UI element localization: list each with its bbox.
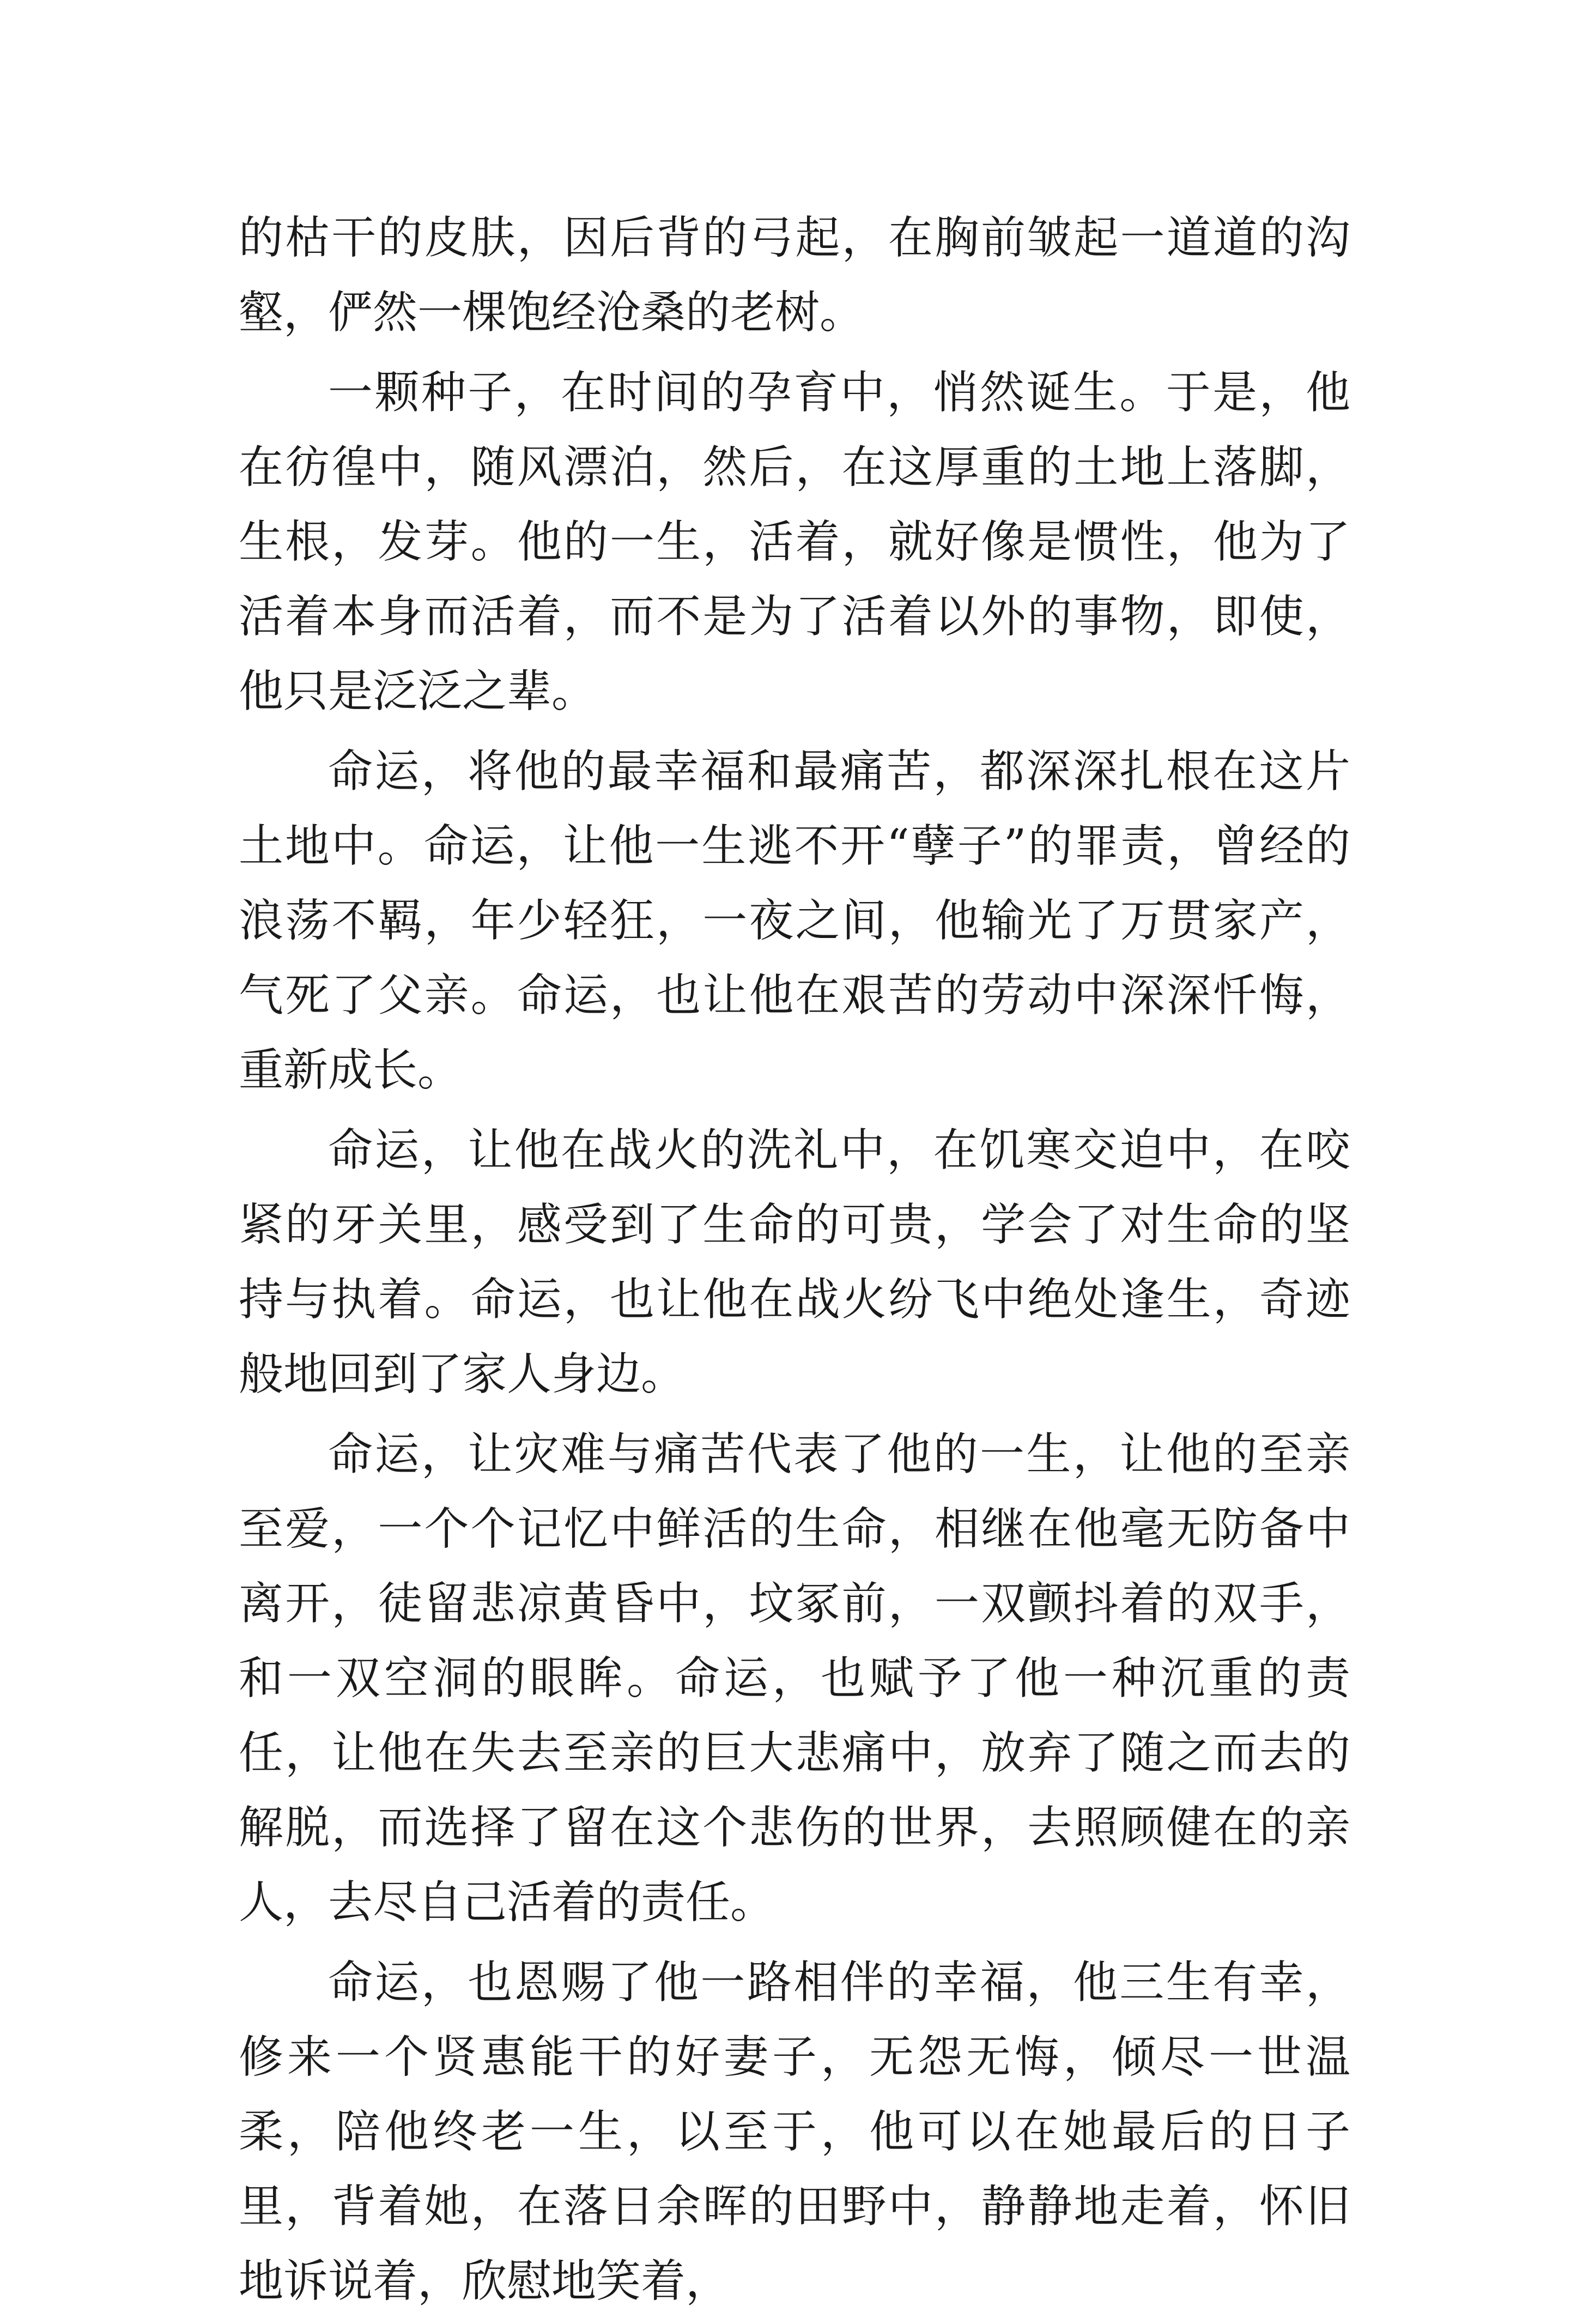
document-body — [239, 201, 1350, 2324]
paragraph-fate-suffering: 命运，让灾难与痛苦代表了他的一生，让他的至亲至爱，一个个记忆中鲜活的生命，相继在他毫无防备中离开，徒留悲凉黄昏中，坟冢前，一双颤抖着的双手，和一双空洞的眼眸。命运，也赋予了他一种沉重的责任，让他在失去至亲的巨大悲痛中，放弃了随之而去的解脱，而选择了留在这个悲伤的世界，去照顾健在的亲人，去尽自己活着的责任。 — [239, 1429, 1350, 1928]
paragraph-fate-happiness: 命运，也恩赐了他一路相伴的幸福，他三生有幸，修来一个贤惠能干的好妻子，无怨无悔，倾尽一世温柔，陪他终老一生，以至于，他可以在她最后的日子里，背着她，在落日余晖的田野中，静静地走着，怀旧地诉说着，欣慰地笑着， — [239, 1957, 1350, 2307]
paragraph-fate-war: 命运，让他在战火的洗礼中，在饥寒交迫中，在咬紧的牙关里，感受到了生命的可贵，学会了对生命的坚持与执着。命运，也让他在战火纷飞中绝处逢生，奇迹般地回到了家人身边。 — [239, 1124, 1350, 1400]
paragraph-continuation: 的枯干的皮肤，因后背的弓起，在胸前皱起一道道的沟壑，俨然一棵饱经沧桑的老树。 — [239, 212, 1350, 338]
paragraph-fate-land: 命运，将他的最幸福和最痛苦，都深深扎根在这片土地中。命运，让他一生逃不开“孽子”的罪责，曾经的浪荡不羁，年少轻狂，一夜之间，他输光了万贯家产，气死了父亲。命运，也让他在艰苦的劳动中深深忏悔，重新成长。 — [239, 746, 1350, 1096]
paragraph-seed: 一颗种子，在时间的孕育中，悄然诞生。于是，他在彷徨中，随风漂泊，然后，在这厚重的土地上落脚，生根，发芽。他的一生，活着，就好像是惯性，他为了活着本身而活着，而不是为了活着以外的事物，即使，他只是泛泛之辈。 — [239, 367, 1350, 717]
